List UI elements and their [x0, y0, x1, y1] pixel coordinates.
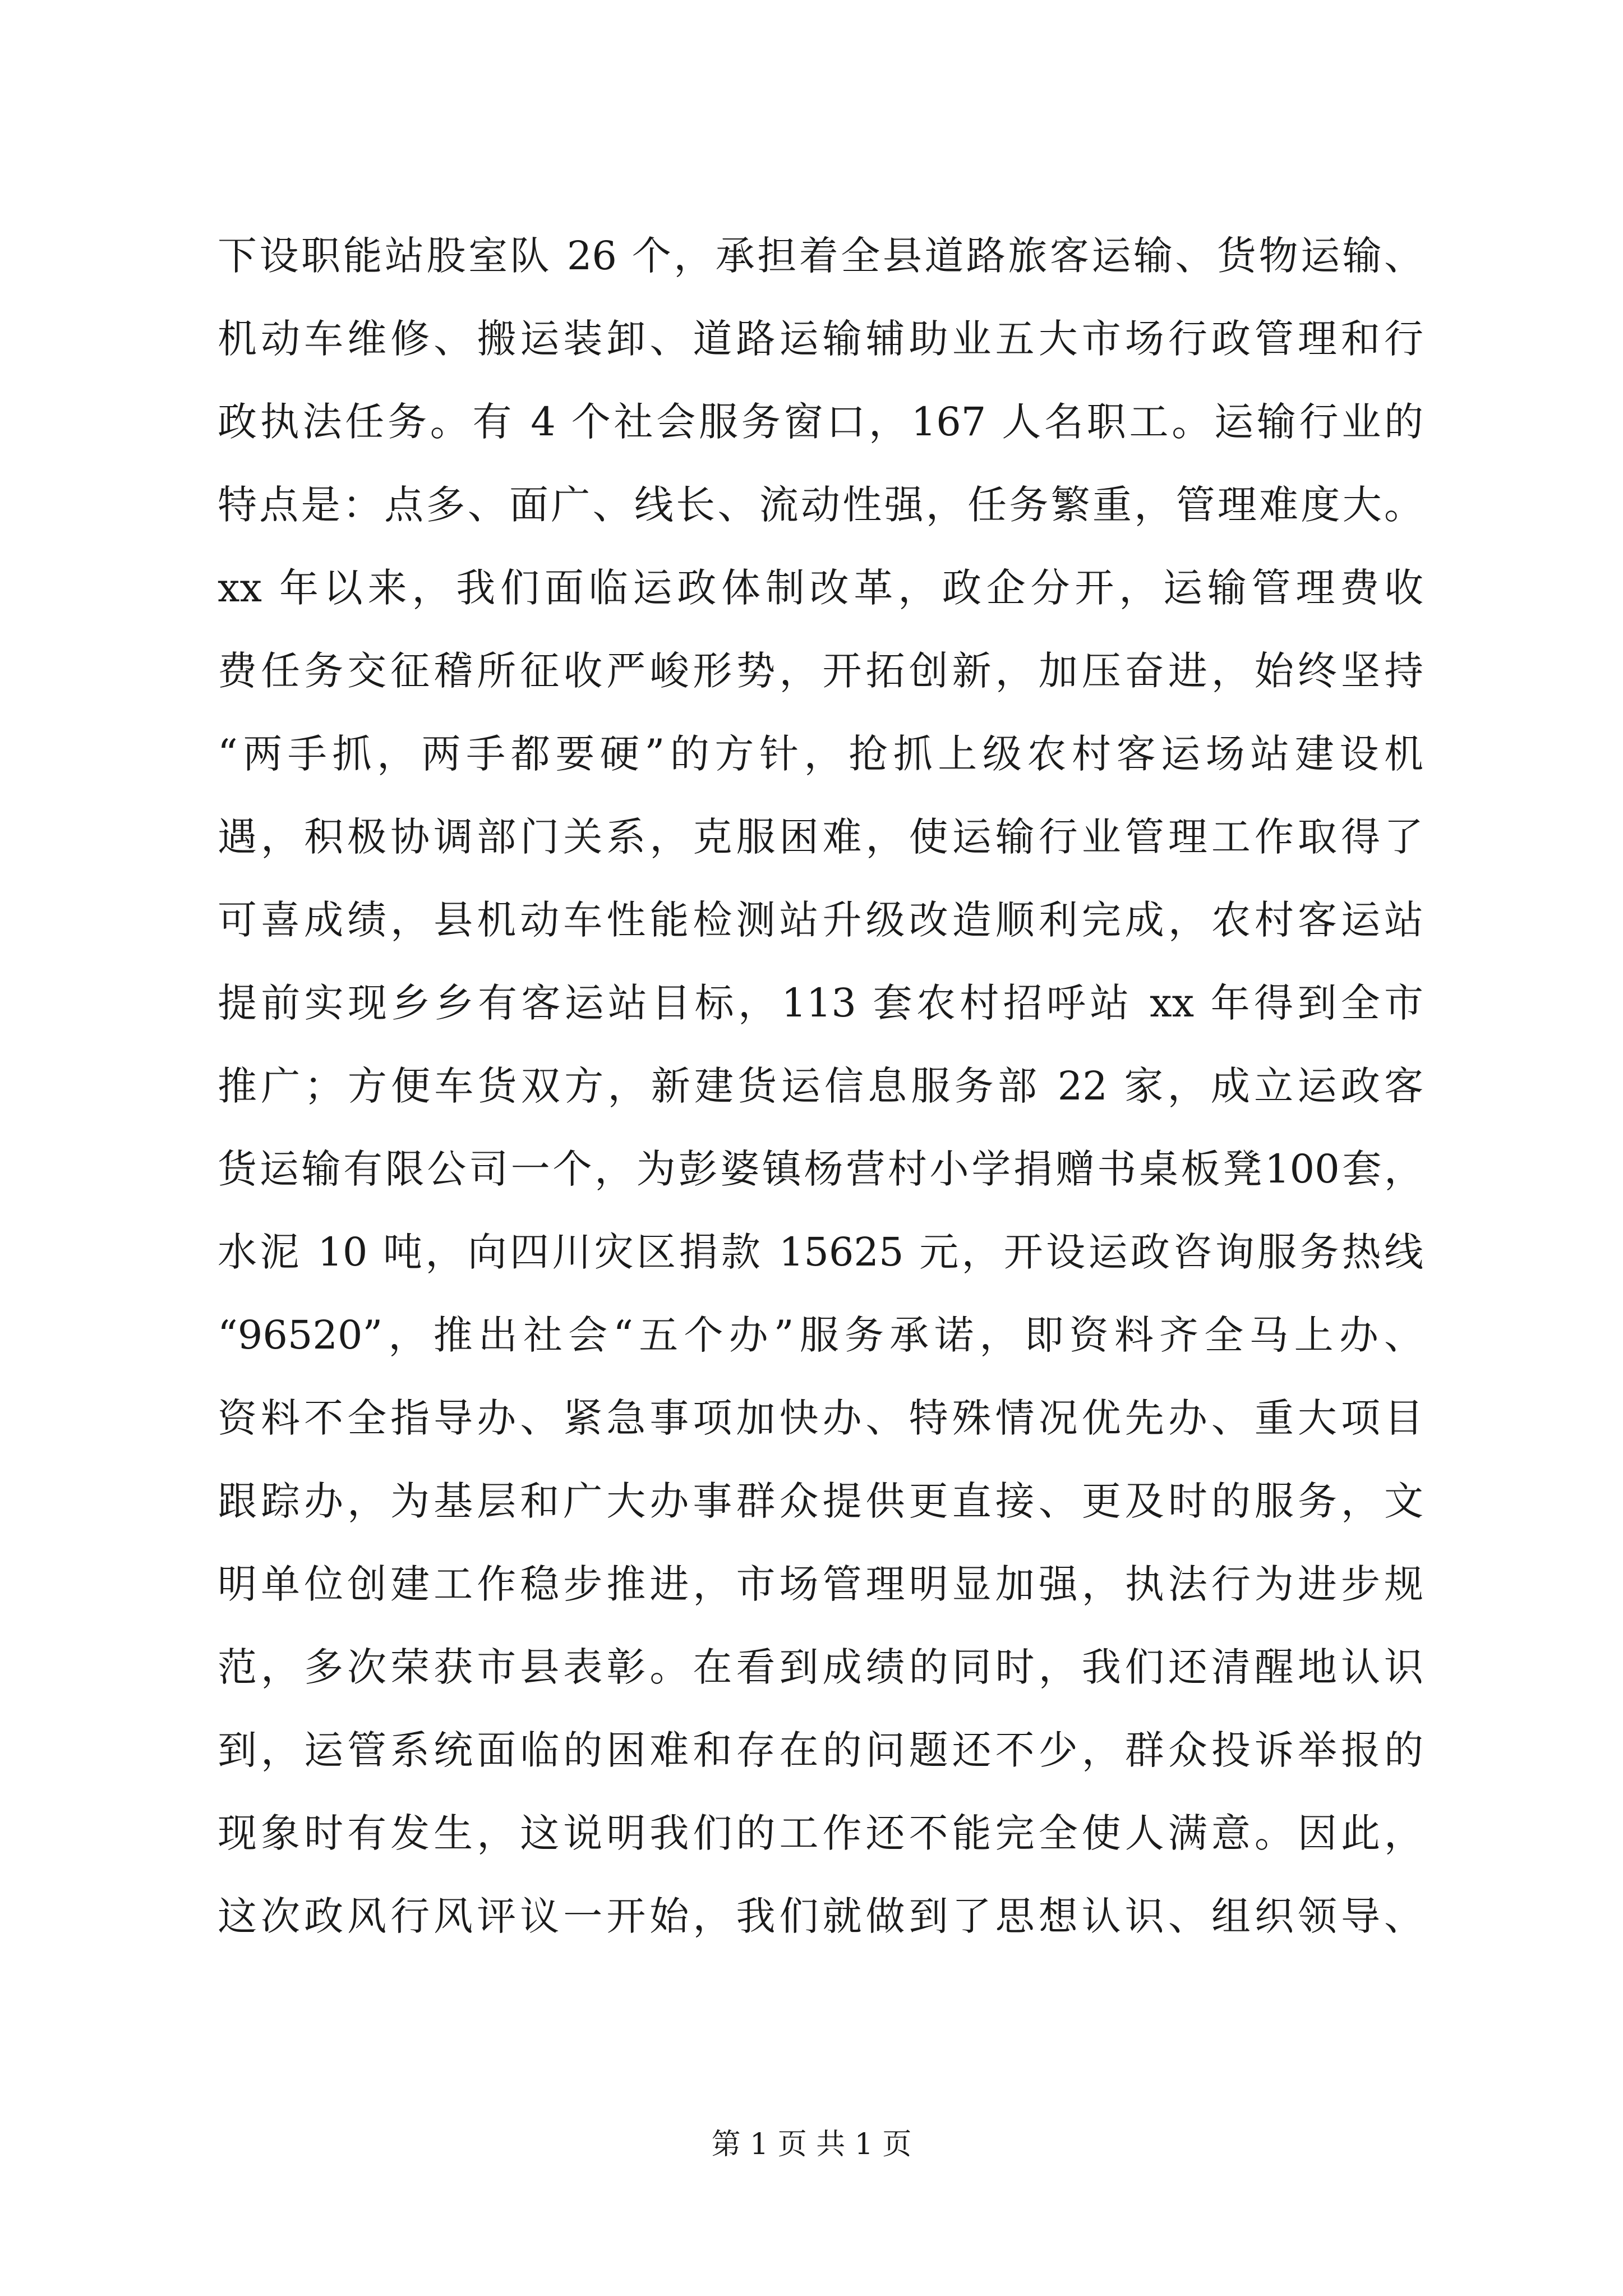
text-line: 可喜成绩，县机动车性能检测站升级改造顺利完成，农村客运站	[218, 897, 1423, 943]
text-line: 费任务交征稽所征收严峻形势，开拓创新，加压奋进，始终坚持	[218, 648, 1423, 694]
text-line: 政执法任务。有 4 个社会服务窗口，167 人名职工。运输行业的	[218, 399, 1423, 445]
text-line: 货运输有限公司一个，为彭婆镇杨营村小学捐赠书桌板凳100套，	[218, 1146, 1423, 1192]
text-line: “两手抓，两手都要硬”的方针，抢抓上级农村客运场站建设机	[218, 731, 1423, 777]
page-footer	[0, 2125, 1623, 2164]
text-line: 明单位创建工作稳步推进，市场管理明显加强，执法行为进步规	[218, 1561, 1423, 1607]
text-line: 资料不全指导办、紧急事项加快办、特殊情况优先办、重大项目	[218, 1395, 1423, 1441]
text-line: 跟踪办，为基层和广大办事群众提供更直接、更及时的服务，文	[218, 1478, 1423, 1524]
text-line: 这次政风行风评议一开始，我们就做到了思想认识、组织领导、	[218, 1893, 1423, 1939]
text-line: 水泥 10 吨，向四川灾区捐款 15625 元，开设运政咨询服务热线	[218, 1229, 1423, 1275]
body-paragraph	[218, 214, 1423, 1958]
text-line: 现象时有发生，这说明我们的工作还不能完全使人满意。因此，	[218, 1810, 1423, 1856]
text-line: 下设职能站股室队 26 个，承担着全县道路旅客运输、货物运输、	[218, 233, 1423, 279]
text-line: 机动车维修、搬运装卸、道路运输辅助业五大市场行政管理和行	[218, 316, 1423, 362]
text-line: “96520”，推出社会“五个办”服务承诺，即资料齐全马上办、	[218, 1312, 1423, 1358]
text-line: 遇，积极协调部门关系，克服困难，使运输行业管理工作取得了	[218, 814, 1423, 860]
text-line: 范，多次荣获市县表彰。在看到成绩的同时，我们还清醒地认识	[218, 1644, 1423, 1690]
text-line: 到，运管系统面临的困难和存在的问题还不少，群众投诉举报的	[218, 1727, 1423, 1773]
text-line: 提前实现乡乡有客运站目标，113 套农村招呼站 xx 年得到全市	[218, 980, 1423, 1026]
text-line: 特点是：点多、面广、线长、流动性强，任务繁重，管理难度大。	[218, 482, 1423, 528]
text-line: 推广；方便车货双方，新建货运信息服务部 22 家，成立运政客	[218, 1063, 1423, 1109]
page-number-label: 第 1 页 共 1 页	[711, 2128, 912, 2161]
text-line: xx 年以来，我们面临运政体制改革，政企分开，运输管理费收	[218, 565, 1423, 611]
